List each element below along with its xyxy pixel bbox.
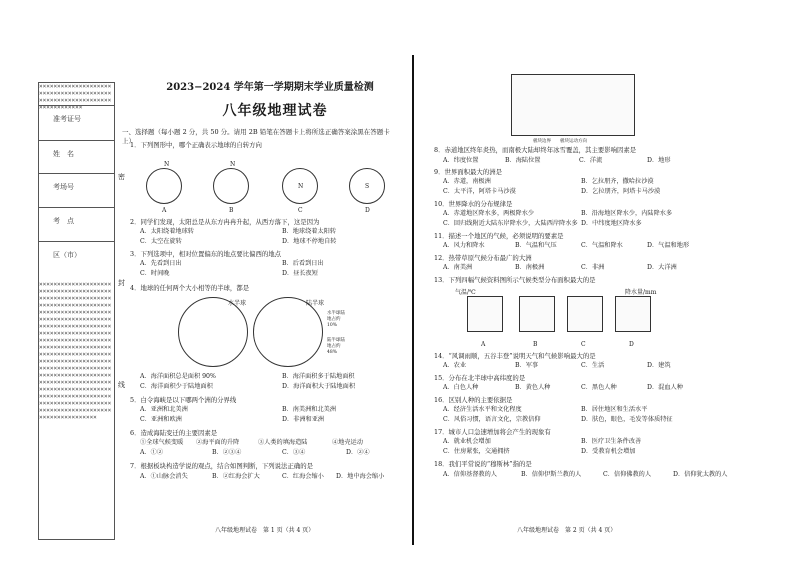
q18-opt-c[interactable]: C．信仰佛教的人 bbox=[603, 471, 652, 478]
q7-opt-c[interactable]: C．红海会缩小 bbox=[282, 473, 324, 480]
q15-text: 15．分布在北半球中高纬度的是 bbox=[434, 374, 526, 382]
q9-opt-d[interactable]: D．乞拉朋齐，阿塔卡马沙漠 bbox=[581, 188, 661, 195]
q8-text: 8．赤道地区终年炎热，而南极大陆却终年冰雪覆盖，其主要影响因素是 bbox=[434, 146, 637, 154]
land-hemisphere-note: 陆半球陆地占约48% bbox=[327, 338, 345, 355]
cross-hatch-bottom: ×××××××××××××××××××××××××××××××××××××××××××××××××××××××××××××××××××××××××××××××××××××××××××××××××××××××××××××××××××××××××××××××××××××××××××××××××××××××××××××××××××××××××××××××××××××××××××××××××××××××××××××××××××××××××××××××××××××××××××××××××××××××××××××××××××××××××××××××××××××××××××××××××××××××××××××××××××××××××××××××××××××××××××××××××××××××××××××××××××××××××××××××××××××××××××××××××××××××××××× bbox=[39, 281, 112, 421]
q14-opt-b[interactable]: B．军事 bbox=[515, 362, 539, 369]
globe-a-label: A bbox=[162, 207, 167, 214]
globe-b-label: B bbox=[229, 207, 234, 214]
q6-text: 6．造成海陆变迁的主要因素是 bbox=[130, 429, 218, 437]
q10-opt-c[interactable]: C．回归线附近大陆东岸降水少，大陆西岸降水多 bbox=[443, 220, 578, 227]
q2-opt-b[interactable]: B．地球绕着太阳转 bbox=[282, 228, 337, 235]
globe-d-label: D bbox=[365, 207, 370, 214]
globe-b-pole: N bbox=[230, 161, 236, 168]
q16-opt-a[interactable]: A．经济生活水平和文化程度 bbox=[443, 406, 522, 413]
q16-opt-d[interactable]: D．肤色，眼色，毛发等体质特征 bbox=[581, 416, 673, 423]
q9-opt-a[interactable]: A．赤道，南极洲 bbox=[443, 178, 491, 185]
q6-item-1: ①全球气候变暖 bbox=[140, 439, 184, 446]
q2-opt-a[interactable]: A．太阳绕着地球转 bbox=[140, 228, 194, 235]
q8-opt-c[interactable]: C．洋流 bbox=[579, 157, 603, 164]
margin-mark-seal1: 密 bbox=[118, 173, 125, 181]
q11-opt-c[interactable]: C．气温和降水 bbox=[581, 242, 623, 249]
q17-opt-b[interactable]: B．医疗卫生条件改善 bbox=[581, 438, 642, 445]
id-field-district[interactable]: 区（市） bbox=[39, 241, 114, 270]
exam-subtitle: 八年级地理试卷 bbox=[222, 103, 328, 119]
climate-option-d[interactable]: D bbox=[629, 341, 634, 348]
globe-a-icon bbox=[146, 168, 182, 204]
q18-text: 18．我们平常说的“穆斯林”指的是 bbox=[434, 460, 532, 468]
q4-opt-b[interactable]: B．海洋面积多于陆地面积 bbox=[282, 373, 355, 380]
q18-opt-a[interactable]: A．信仰基督教的人 bbox=[443, 471, 497, 478]
q7-opt-b[interactable]: B．②红海会扩大 bbox=[212, 473, 260, 480]
q15-opt-d[interactable]: D．混血人种 bbox=[647, 384, 683, 391]
q6-item-3: ③人类的填海造陆 bbox=[258, 439, 308, 446]
q17-opt-d[interactable]: D．受教育机会增加 bbox=[581, 448, 636, 455]
q6-opt-d[interactable]: D．②④ bbox=[346, 449, 370, 456]
q5-opt-a[interactable]: A．亚洲和北美洲 bbox=[140, 406, 188, 413]
id-field-room[interactable]: 考场号 bbox=[39, 173, 114, 202]
land-hemisphere-label: 陆半球 bbox=[306, 300, 325, 307]
q2-opt-d[interactable]: D．地球不停地自转 bbox=[282, 238, 337, 245]
student-info-strip bbox=[38, 82, 115, 540]
q4-opt-a[interactable]: A．海洋面积总是面积 90% bbox=[140, 373, 216, 380]
q9-text: 9．世界面积最大的洲是 bbox=[434, 168, 502, 176]
q3-opt-c[interactable]: C．时间晚 bbox=[140, 270, 170, 277]
q15-opt-a[interactable]: A．白色人种 bbox=[443, 384, 479, 391]
q5-opt-c[interactable]: C．亚洲和欧洲 bbox=[140, 416, 182, 423]
q18-opt-b[interactable]: B．信仰伊斯兰教的人 bbox=[521, 471, 582, 478]
page-two-footer: 八年级地理试卷 第 2 页（共 4 页） bbox=[517, 527, 617, 534]
globe-a-pole: N bbox=[164, 161, 170, 168]
id-field-name[interactable]: 姓 名 bbox=[39, 140, 114, 169]
q14-opt-c[interactable]: C．生活 bbox=[581, 362, 605, 369]
q3-opt-a[interactable]: A．先看到日出 bbox=[140, 260, 182, 267]
q9-opt-b[interactable]: B．乞拉朋齐，撒哈拉沙漠 bbox=[581, 178, 654, 185]
climate-chart-a bbox=[467, 296, 503, 332]
q6-item-4: ④地壳运动 bbox=[332, 439, 363, 446]
page-two bbox=[397, 0, 794, 561]
q7-opt-a[interactable]: A．①山脉会消失 bbox=[140, 473, 188, 480]
q5-opt-d[interactable]: D．非洲和亚洲 bbox=[282, 416, 325, 423]
climate-chart-d bbox=[615, 296, 651, 332]
q5-opt-b[interactable]: B．南美洲和北美洲 bbox=[282, 406, 337, 413]
q8-opt-b[interactable]: B．海陆位置 bbox=[505, 157, 541, 164]
q4-opt-c[interactable]: C．海洋面积少于陆地面积 bbox=[140, 383, 213, 390]
page-one-footer: 八年级地理试卷 第 1 页（共 4 页） bbox=[215, 527, 315, 534]
climate-chart-b bbox=[519, 296, 555, 332]
globe-c-label: C bbox=[298, 207, 303, 214]
q4-text: 4．地球的任何两个大小相等的半球，都是 bbox=[130, 284, 250, 292]
q15-opt-c[interactable]: C．黑色人种 bbox=[581, 384, 617, 391]
cross-hatch-top: ×××××××××××××××××××××××××××××××××××××××××××××××××××××××××××××××××××××××× bbox=[39, 83, 112, 111]
q12-text: 12．热带草原气候分布最广的大洲 bbox=[434, 254, 532, 262]
q10-opt-b[interactable]: B．沿海地区降水少，内陆降水多 bbox=[581, 210, 673, 217]
climate-chart-c bbox=[567, 296, 603, 332]
q14-opt-d[interactable]: D．建筑 bbox=[647, 362, 671, 369]
q5-text: 5．白令海峡是以下哪两个洲的分界线 bbox=[130, 396, 237, 404]
q10-opt-d[interactable]: D．中纬度地区降水多 bbox=[581, 220, 642, 227]
q17-text: 17．城市人口急速增加将会产生的现象有 bbox=[434, 428, 551, 436]
q12-opt-b[interactable]: B．南极洲 bbox=[515, 264, 545, 271]
globe-b-icon bbox=[213, 168, 249, 204]
q7-text: 7．根据板块构造学说的观点，结合如图判断，下列说法正确的是 bbox=[130, 462, 314, 470]
q4-opt-d[interactable]: D．海洋面积大于陆地面积 bbox=[282, 383, 356, 390]
water-hemisphere-label: 水半球 bbox=[228, 300, 247, 307]
q3-opt-b[interactable]: B．后看到日出 bbox=[282, 260, 324, 267]
q15-opt-b[interactable]: B．黄色人种 bbox=[515, 384, 551, 391]
q3-text: 3．下列选项中，相对位置偏东的地点要比偏西的地点 bbox=[130, 250, 282, 258]
land-hemisphere-icon bbox=[253, 297, 323, 367]
q2-opt-c[interactable]: C．太空在旋转 bbox=[140, 238, 182, 245]
plate-map-image bbox=[511, 74, 635, 136]
q16-opt-b[interactable]: B．居住地区和生活水平 bbox=[581, 406, 648, 413]
q6-opt-b[interactable]: B．②③④ bbox=[212, 449, 242, 456]
q7-opt-d[interactable]: D．地中海会缩小 bbox=[336, 473, 385, 480]
q6-opt-c[interactable]: C．③④ bbox=[282, 449, 306, 456]
q14-text: 14．“风调雨顺，五谷丰登”说明天气和气候影响最大的是 bbox=[434, 352, 596, 360]
id-field-exam-number[interactable]: 准考证号 bbox=[39, 105, 114, 134]
q10-opt-a[interactable]: A．赤道地区降水多，两极降水少 bbox=[443, 210, 535, 217]
exam-title: 2023−2024 学年第一学期期末学业质量检测 bbox=[166, 82, 374, 93]
climate-temp-axis: 气温/℃ bbox=[455, 289, 476, 296]
climate-option-a[interactable]: A bbox=[481, 341, 486, 348]
q12-opt-c[interactable]: C．非洲 bbox=[581, 264, 605, 271]
q12-opt-d[interactable]: D．大洋洲 bbox=[647, 264, 677, 271]
climate-option-b[interactable]: B bbox=[533, 341, 538, 348]
q11-opt-a[interactable]: A．风力和降水 bbox=[443, 242, 485, 249]
q10-text: 10．世界降水的分布规律是 bbox=[434, 200, 513, 208]
q11-opt-d[interactable]: D．气温和地形 bbox=[647, 242, 690, 249]
q12-opt-a[interactable]: A．南美洲 bbox=[443, 264, 473, 271]
id-field-site[interactable]: 考 点 bbox=[39, 207, 114, 236]
q18-opt-d[interactable]: D．信仰犹太教的人 bbox=[673, 471, 728, 478]
q13-text: 13．下列四幅气候资料图所示气候类型分布面积最大的是 bbox=[434, 276, 596, 284]
q11-opt-b[interactable]: B．气温和气压 bbox=[515, 242, 557, 249]
q8-opt-a[interactable]: A．纬度位置 bbox=[443, 157, 479, 164]
q6-opt-a[interactable]: A．①② bbox=[140, 449, 164, 456]
globe-d-pole: S bbox=[365, 183, 370, 190]
q9-opt-c[interactable]: C．太平洋，阿塔卡马沙漠 bbox=[443, 188, 516, 195]
q14-opt-a[interactable]: A．农业 bbox=[443, 362, 467, 369]
section-heading: 一、选择题（每小题 2 分，共 50 分。请用 2B 铅笔在答题卡上将所选正确答案涂黑在答题卡上） bbox=[122, 128, 390, 145]
climate-precip-axis: 降水量/mm bbox=[625, 289, 657, 296]
q8-opt-d[interactable]: D．地形 bbox=[647, 157, 671, 164]
q17-opt-c[interactable]: C．住房紧张，交通拥挤 bbox=[443, 448, 510, 455]
q16-text: 16．区别人种的主要依据是 bbox=[434, 396, 513, 404]
globe-c-pole: N bbox=[298, 183, 304, 190]
q17-opt-a[interactable]: A．就业机会增加 bbox=[443, 438, 491, 445]
q16-opt-c[interactable]: C．风俗习惯，语言文化，宗教信仰 bbox=[443, 416, 541, 423]
q3-opt-d[interactable]: D．昼长夜短 bbox=[282, 270, 318, 277]
q11-text: 11．描述一个地区的气候，必须说明的要素是 bbox=[434, 232, 564, 240]
water-hemisphere-icon bbox=[178, 297, 248, 367]
climate-option-c[interactable]: C bbox=[581, 341, 586, 348]
q2-text: 2．同学们发现，太阳总是从东方冉冉升起，从西方落下，这是因为 bbox=[130, 218, 320, 226]
margin-mark-line: 线 bbox=[118, 381, 125, 389]
q6-item-2: ②海平面的升降 bbox=[196, 439, 240, 446]
margin-mark-seal2: 封 bbox=[118, 279, 125, 287]
water-hemisphere-note: 水半球陆地占约10% bbox=[327, 311, 345, 328]
plate-map-legend: 板块边界 板块运动方向 bbox=[533, 139, 587, 144]
q1-text: 1．下列图形中，哪个正确表示地球的自转方向 bbox=[130, 141, 262, 149]
